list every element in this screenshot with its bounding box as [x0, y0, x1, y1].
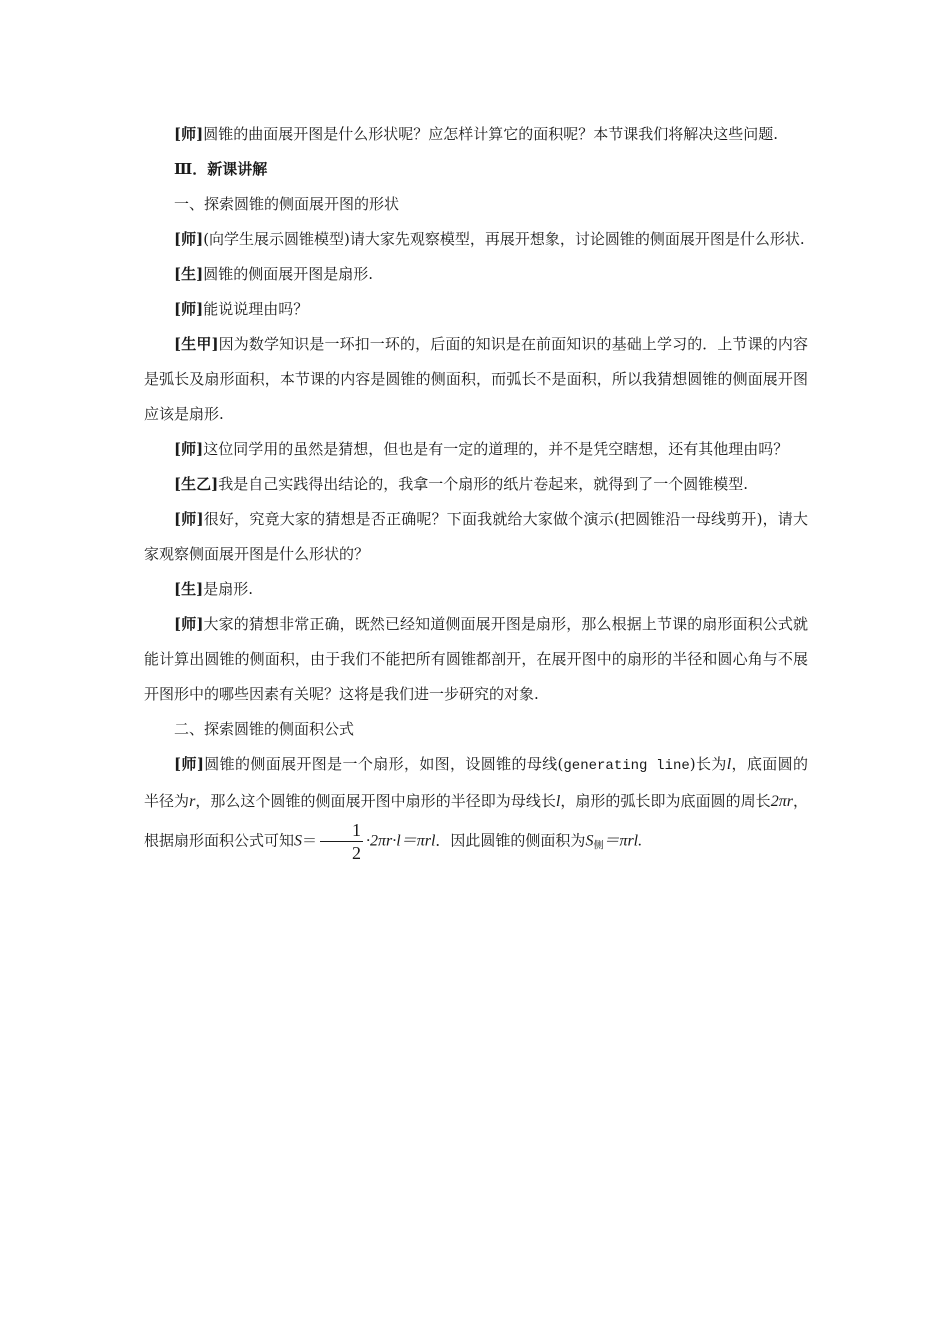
paragraph-text: 这位同学用的虽然是猜想，但也是有一定的道理的，并不是凭空瞎想，还有其他理由吗？ [203, 440, 789, 458]
paragraph-text: 圆锥的曲面展开图是什么形状呢？应怎样计算它的面积呢？本节课我们将解决这些问题. [203, 125, 778, 143]
text-run: ，底面圆的半径为 [144, 755, 808, 810]
speaker-tag: [师] [174, 615, 204, 633]
math-var-S: S [585, 832, 594, 850]
speaker-tag: [师] [174, 125, 204, 143]
speaker-tag: [师] [174, 510, 204, 528]
speaker-tag: [生] [174, 265, 204, 283]
math-var-l: l [726, 756, 732, 773]
subsection-heading-2: 二、探索圆锥的侧面积公式 [174, 720, 355, 738]
paragraph-7 [144, 467, 808, 502]
paragraph-text: 能说说理由吗？ [203, 300, 309, 318]
math-circumference: 2πr [770, 793, 793, 810]
paragraph-10 [144, 607, 808, 712]
text-run: ，那么这个圆锥的侧面展开图中扇形的半径即为母线长 [195, 792, 556, 810]
section-heading: Ⅲ．新课讲解 [174, 160, 268, 178]
english-term: generating line [563, 758, 690, 774]
speaker-tag: [师] [174, 300, 204, 318]
fraction-denominator: 2 [352, 843, 362, 863]
math-var-l: l [555, 793, 561, 810]
document-page [144, 117, 808, 864]
paragraph-text: 大家的猜想非常正确，既然已经知道侧面展开图是扇形，那么根据上节课的扇形面积公式就能计算出圆锥的侧面积，由于我们不能把所有圆锥都剖开，在展开图中的扇形的半径和圆心角与不展开图形中的哪些因素有关呢？这将是我们进一步研究的对象. [144, 615, 808, 703]
math-var-S: S [294, 832, 303, 850]
speaker-tag: [生] [174, 580, 204, 598]
text-run: ，扇形的弧长即为底面圆的周长 [560, 792, 771, 810]
paragraph-text: 我是自己实践得出结论的，我拿一个扇形的纸片卷起来，就得到了一个圆锥模型. [218, 475, 748, 493]
speaker-tag: [师] [174, 440, 204, 458]
paragraph-3 [144, 257, 808, 292]
paragraph-5 [144, 327, 808, 432]
speaker-tag: [师] [174, 755, 204, 773]
paragraph-6 [144, 432, 808, 467]
math-var-r: r [189, 793, 196, 810]
fraction [320, 819, 363, 864]
paragraph-text: 圆锥的侧面展开图是扇形. [203, 265, 373, 283]
paragraph-4 [144, 292, 808, 327]
math-expression: ＝πrl. [603, 832, 643, 850]
text-run: ，根据扇形面积公式可知 [144, 792, 808, 850]
subsection-heading-1: 一、探索圆锥的侧面展开图的形状 [174, 195, 400, 213]
paragraph-text: (向学生展示圆锥模型)请大家先观察模型，再展开想象，讨论圆锥的侧面展开图是什么形状. [203, 230, 805, 248]
paragraph-9 [144, 572, 808, 607]
speaker-tag: [师] [174, 230, 204, 248]
math-subscript: 侧 [593, 840, 604, 852]
paragraph-text: 很好，究竟大家的猜想是否正确呢？下面我就给大家做个演示(把圆锥沿一母线剪开)，请大家观察侧面展开图是什么形状的？ [144, 510, 808, 563]
paragraph-11 [144, 747, 808, 864]
text-run: )长为 [689, 755, 727, 773]
text-run: ．因此圆锥的侧面积为 [435, 831, 586, 850]
speaker-tag: [生乙] [174, 475, 219, 493]
paragraph-text: 因为数学知识是一环扣一环的，后面的知识是在前面知识的基础上学习的．上节课的内容是弧长及扇形面积，本节课的内容是圆锥的侧面积，而弧长不是面积，所以我猜想圆锥的侧面展开图应该是扇形. [144, 335, 808, 423]
paragraph-8 [144, 502, 808, 572]
paragraph-text: 是扇形. [203, 580, 253, 598]
math-equals: ＝ [302, 831, 318, 850]
speaker-tag: [生甲] [174, 335, 219, 353]
text-run: 圆锥的侧面展开图是一个扇形，如图，设圆锥的母线( [203, 755, 564, 773]
paragraph-2 [144, 222, 808, 257]
math-expression: ·2πr·l＝πrl [366, 832, 436, 850]
paragraph-1 [144, 117, 808, 152]
fraction-numerator: 1 [320, 819, 363, 842]
